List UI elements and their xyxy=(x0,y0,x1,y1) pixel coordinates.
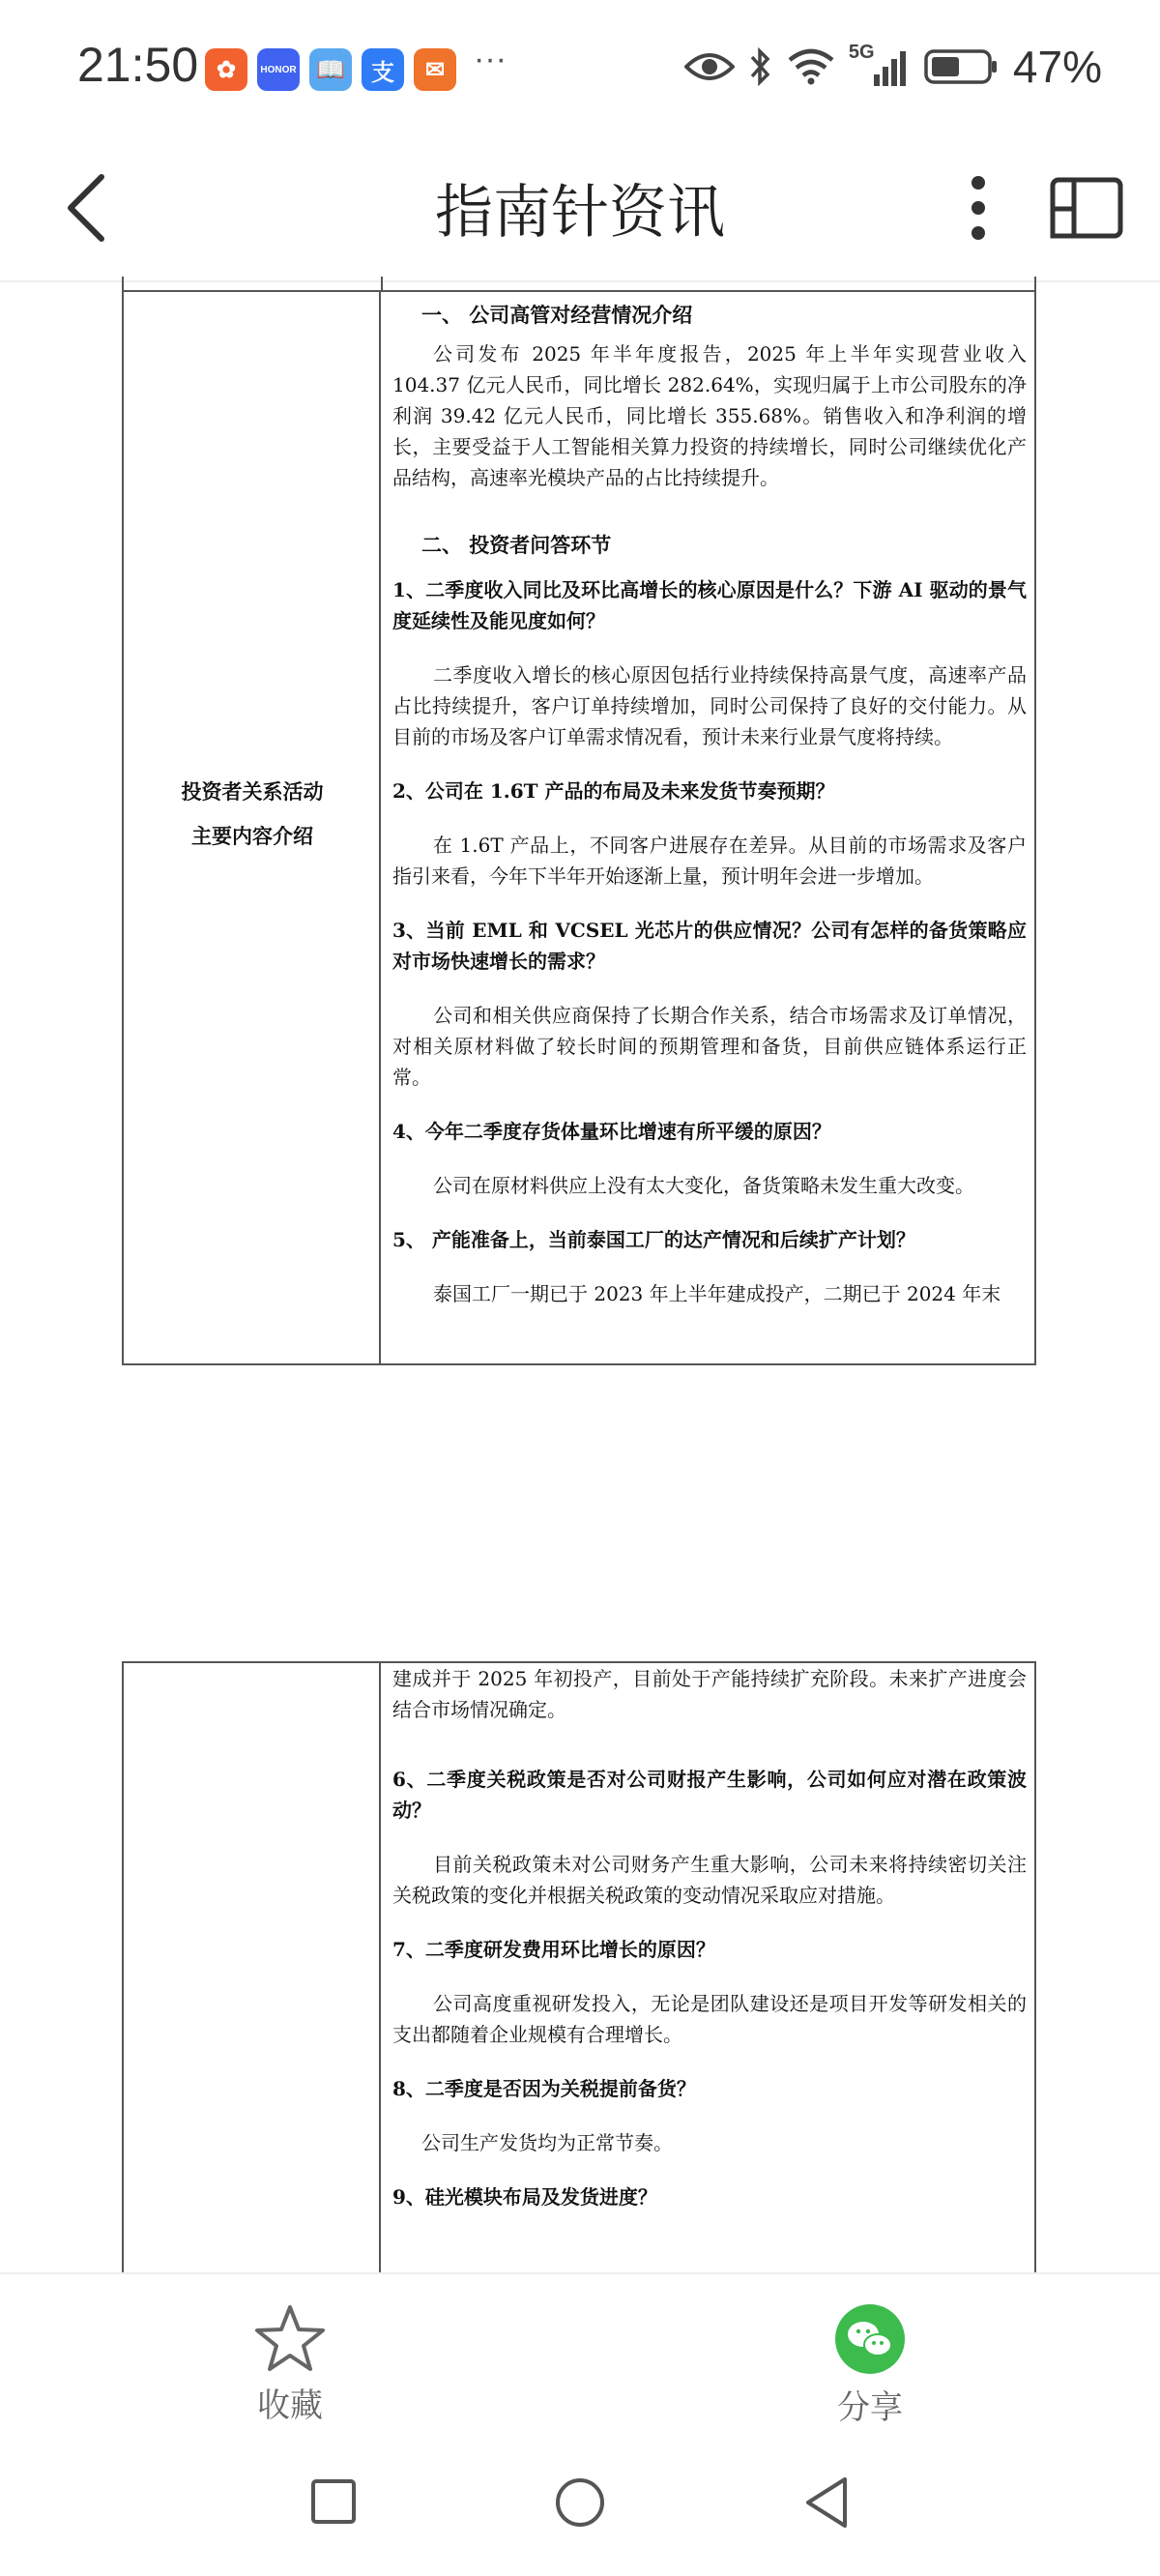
bottom-action-bar xyxy=(0,2272,1160,2439)
kuaishou-icon: ✿ xyxy=(205,48,247,91)
table-right-column xyxy=(383,292,1034,1309)
star-icon xyxy=(253,2303,327,2373)
signal-icon xyxy=(848,42,911,88)
paragraph: 公司发布 2025 年半年度报告，2025 年上半年实现营业收入 104.37 亿元人民币，同比增长 282.64%，实现归属于上市公司股东的净利润 39.42 亿元人民币，同比增长 355.68%。销售收入和净利润的增长，主要受益于人工智能相关算力投资的持续增长，同时公司继续优化产品结构，高速率光模块产品的占比持续提升。 xyxy=(392,342,1027,489)
status-more-indicator: ··· xyxy=(474,41,507,77)
answer: 泰国工厂一期已于 2023 年上半年建成投产，二期已于 2024 年末 xyxy=(433,1282,1001,1305)
question: 8、二季度是否因为关税提前备货？ xyxy=(392,2077,696,2100)
top-navigation xyxy=(0,135,1160,282)
wifi-icon xyxy=(787,48,835,85)
page-title: 指南针资讯 xyxy=(435,179,725,247)
wechat-icon xyxy=(834,2303,906,2375)
table-left-column xyxy=(124,292,381,1363)
status-app-icons xyxy=(205,48,456,91)
answer: 公司和相关供应商保持了长期合作关系，结合市场需求及订单情况，对相关原材料做了较长时间的预期管理和备货，目前供应链体系运行正常。 xyxy=(392,1004,1027,1089)
document-page-2 xyxy=(0,1661,1160,2272)
answer: 目前关税政策未对公司财务产生重大影响，公司未来将持续密切关注关税政策的变化并根据关税政策的变动情况采取应对措施。 xyxy=(392,1853,1027,1907)
alipay-icon: 支 xyxy=(362,48,404,91)
favorite-button[interactable] xyxy=(193,2303,387,2426)
answer: 建成并于 2025 年初投产，目前处于产能持续扩充阶段。未来扩产进度会结合市场情况确定。 xyxy=(392,1667,1027,1721)
favorite-label: 收藏 xyxy=(257,2386,323,2425)
eye-icon xyxy=(684,49,735,84)
status-time: 21:50 xyxy=(77,38,199,92)
share-button[interactable] xyxy=(773,2303,967,2428)
section-heading: 一、 公司高管对经营情况介绍 xyxy=(421,303,693,327)
question: 9、硅光模块布局及发货进度？ xyxy=(392,2185,657,2209)
floating-window-icon[interactable] xyxy=(1049,174,1126,242)
more-options-icon[interactable] xyxy=(957,169,1000,247)
status-right-cluster xyxy=(684,41,1102,93)
status-bar xyxy=(0,0,1160,135)
question: 6、二季度关税政策是否对公司财报产生影响，公司如何应对潜在政策波动？ xyxy=(392,1768,1027,1822)
table-right-column xyxy=(383,1663,1034,2212)
network-type: 5G xyxy=(848,42,875,63)
document-table xyxy=(122,1661,1036,2272)
document-table xyxy=(122,290,1036,1365)
share-label: 分享 xyxy=(837,2388,903,2427)
system-navigation-bar xyxy=(0,2437,1160,2576)
system-back-icon[interactable] xyxy=(802,2475,851,2530)
battery-percent: 47% xyxy=(1012,42,1102,92)
answer: 二季度收入增长的核心原因包括行业持续保持高景气度，高速率产品占比持续提升，客户订单持续增加，同时公司保持了良好的交付能力。从目前的市场及客户订单需求情况看，预计未来行业景气度将持续。 xyxy=(392,663,1027,748)
shop-icon: ✉ xyxy=(414,48,456,91)
question: 1、二季度收入同比及环比高增长的核心原因是什么？下游 AI 驱动的景气度延续性及能见度如何？ xyxy=(392,578,1027,632)
answer: 在 1.6T 产品上，不同客户进展存在差异。从目前的市场需求及客户指引来看，今年下半年开始逐渐上量，预计明年会进一步增加。 xyxy=(392,834,1027,888)
left-label-line2: 主要内容介绍 xyxy=(191,824,313,848)
question: 7、二季度研发费用环比增长的原因？ xyxy=(392,1938,715,1961)
reader-icon: 📖 xyxy=(309,48,352,91)
answer: 公司在原材料供应上没有太大变化，备货策略未发生重大改变。 xyxy=(433,1174,974,1197)
table-top-fragment xyxy=(122,277,1036,290)
bluetooth-icon xyxy=(748,47,773,86)
document-page-1 xyxy=(0,282,1160,1365)
section-heading: 二、 投资者问答环节 xyxy=(421,533,612,557)
battery-icon xyxy=(924,47,1000,86)
question: 4、今年二季度存货体量环比增速有所平缓的原因？ xyxy=(392,1120,831,1143)
left-label-line1: 投资者关系活动 xyxy=(181,779,324,804)
table-left-column xyxy=(124,1663,381,2272)
question: 2、公司在 1.6T 产品的布局及未来发货节奏预期？ xyxy=(392,779,835,803)
answer: 公司生产发货均为正常节奏。 xyxy=(421,2131,673,2154)
question: 3、当前 EML 和 VCSEL 光芯片的供应情况？公司有怎样的备货策略应对市场快速增长的需求？ xyxy=(392,919,1027,973)
honor-icon: HONOR xyxy=(257,48,300,91)
recent-apps-icon[interactable] xyxy=(309,2477,358,2526)
question: 5、 产能准备上，当前泰国工厂的达产情况和后续扩产计划？ xyxy=(392,1228,915,1251)
answer: 公司高度重视研发投入，无论是团队建设还是项目开发等研发相关的支出都随着企业规模有合理增长。 xyxy=(392,1992,1027,2046)
home-icon[interactable] xyxy=(553,2475,607,2530)
